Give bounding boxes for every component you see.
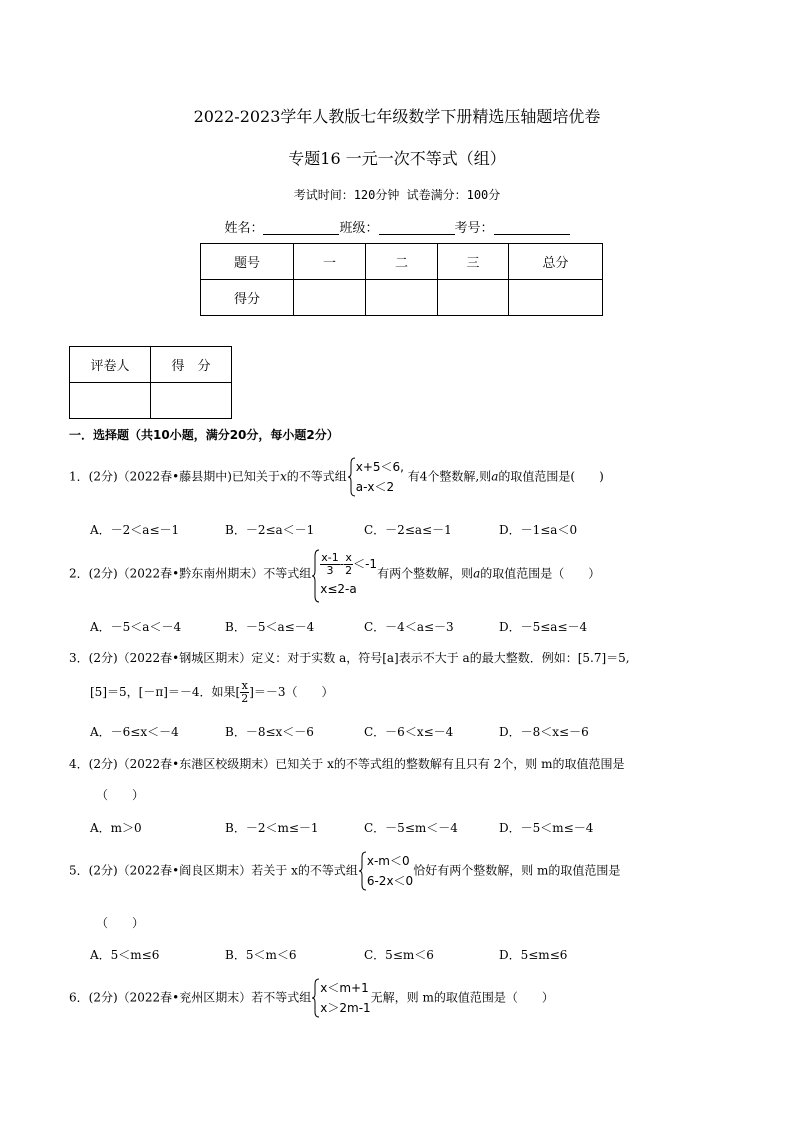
option-b[interactable]: B．－2＜m≤－1 <box>225 821 319 835</box>
option-b[interactable]: B．－5＜a≤－4 <box>225 620 315 634</box>
inequality-tail: ＜-1 <box>353 557 378 571</box>
option-b[interactable]: B．－2≤a＜－1 <box>225 523 315 537</box>
class-label: 班级： <box>339 221 379 236</box>
question-text: 的不等式组 <box>286 469 347 484</box>
score-cell <box>509 280 603 316</box>
numerator: x <box>241 679 248 692</box>
option-b[interactable]: B．－8≤x＜－6 <box>225 725 314 739</box>
grader-cell <box>151 383 232 419</box>
option-a[interactable]: A．m＞0 <box>90 821 142 835</box>
option-c[interactable]: C．5≤m＜6 <box>364 948 434 962</box>
option-c[interactable]: C．－4＜a≤－3 <box>364 620 454 634</box>
class-blank <box>379 220 455 235</box>
question-text: 有两个整数解，则 <box>377 566 474 581</box>
inequality-system <box>311 549 377 599</box>
question-4-line-1: 4．(2分)（2022春•东港区校级期末）已知关于 x的不等式组的整数解有且只有 2个，则 m的取值范围是 <box>69 757 625 771</box>
exam-info: 考试时间：120分钟 试卷满分：100分 <box>293 188 501 202</box>
question-text: 无解，则 m的取值范围是（ ） <box>370 990 554 1005</box>
option-b[interactable]: B．5＜m＜6 <box>225 948 297 962</box>
question-text: 5．(2分)（2022春•阎良区期末）若关于 x的不等式组 <box>69 863 358 878</box>
question-5-line-2: （ ） <box>96 916 145 930</box>
option-d[interactable]: D．－5≤a≤－4 <box>499 620 588 634</box>
inequality-system <box>347 457 404 497</box>
system-line: a-x＜2 <box>355 480 395 494</box>
score-header-cell: 总分 <box>509 244 603 280</box>
score-header-cell: 题号 <box>201 244 294 280</box>
question-text: 的取值范围是（ ） <box>480 566 601 581</box>
question-text: ]＝－3（ ） <box>249 685 334 699</box>
question-3-line-1: 3．(2分)（2022春•钢城区期末）定义：对于实数 a，符号[a]表示不大于 a的最大整数．例如：[5.7]＝5, <box>69 651 630 665</box>
question-text: [5]＝5，[－π]＝－4．如果[ <box>90 685 241 699</box>
variable: a <box>491 469 499 484</box>
name-label: 姓名： <box>224 221 264 236</box>
system-line: x-m＜0 <box>366 854 410 868</box>
score-cell <box>438 280 509 316</box>
score-table-score-row <box>201 280 603 316</box>
number-label: 考号： <box>454 221 494 236</box>
question-3-line-2 <box>90 680 334 705</box>
paper-title: 2022-2023学年人教版七年级数学下册精选压轴题培优卷 <box>193 107 601 126</box>
option-c[interactable]: C．－6＜x≤－4 <box>364 725 454 739</box>
option-d[interactable]: D．－1≤a＜0 <box>499 523 578 537</box>
system-line: x＜m+1 <box>320 981 369 995</box>
inequality-system <box>311 978 370 1018</box>
score-table <box>200 243 603 316</box>
denominator: 2 <box>345 564 353 577</box>
score-header-cell: 三 <box>438 244 509 280</box>
question-1 <box>69 457 604 497</box>
denominator: 3 <box>326 564 334 577</box>
question-5 <box>69 851 620 891</box>
system-line: x≤2-a <box>320 582 357 596</box>
question-text: 6．(2分)（2022春•兖州区期末）若不等式组 <box>69 990 312 1005</box>
denominator: 2 <box>241 692 249 705</box>
option-d[interactable]: D．－5＜m≤－4 <box>499 821 594 835</box>
question-text: 1．(2分)（2022春•藤县期中)已知关于 <box>69 469 280 484</box>
option-a[interactable]: A．－5＜a＜－4 <box>90 620 182 634</box>
grader-header-cell: 得 分 <box>151 347 232 383</box>
question-text: 有4个整数解,则 <box>403 469 492 484</box>
score-cell <box>366 280 438 316</box>
question-4-line-2: （ ） <box>96 788 145 802</box>
variable: x <box>279 469 287 484</box>
question-text: 2．(2分)（2022春•黔东南州期末）不等式组 <box>69 566 312 581</box>
fraction <box>240 680 249 705</box>
question-text: 的取值范围是( ) <box>498 469 604 484</box>
score-row-label: 得分 <box>201 280 294 316</box>
brace-icon <box>311 549 320 603</box>
grader-table <box>69 346 232 419</box>
brace-icon <box>358 851 367 891</box>
grader-header-row <box>70 347 232 383</box>
option-c[interactable]: C．－5≤m＜－4 <box>364 821 458 835</box>
option-d[interactable]: D．－8＜x≤－6 <box>499 725 589 739</box>
numerator: x-1 <box>321 551 339 564</box>
question-6 <box>69 978 554 1018</box>
option-a[interactable]: A．－2＜a≤－1 <box>90 523 180 537</box>
question-text: 恰好有两个整数解，则 m的取值范围是 <box>413 863 621 878</box>
option-a[interactable]: A．5＜m≤6 <box>90 948 160 962</box>
operator: - <box>339 557 345 571</box>
grader-header-cell: 评卷人 <box>70 347 151 383</box>
grader-cell <box>70 383 151 419</box>
numerator: x <box>345 551 352 564</box>
option-c[interactable]: C．－2≤a≤－1 <box>364 523 452 537</box>
option-d[interactable]: D．5≤m≤6 <box>499 948 568 962</box>
system-line: x＞2m-1 <box>320 1001 371 1015</box>
number-blank <box>494 220 570 235</box>
section-title: 一．选择题（共10小题，满分20分，每小题2分） <box>69 428 339 442</box>
system-line: 6-2x＜0 <box>366 874 414 888</box>
grader-blank-row <box>70 383 232 419</box>
variable: a <box>473 566 481 581</box>
fraction <box>344 552 353 577</box>
brace-icon <box>311 978 320 1018</box>
paper-subtitle: 专题16 一元一次不等式（组） <box>288 149 506 168</box>
option-a[interactable]: A．－6≤x＜－4 <box>90 725 179 739</box>
score-header-cell: 一 <box>294 244 366 280</box>
name-blank <box>263 220 339 235</box>
score-table-header-row <box>201 244 603 280</box>
system-line: x+5＜6, <box>355 460 404 474</box>
question-2 <box>69 549 600 599</box>
fraction <box>320 552 339 577</box>
student-info-line <box>0 217 794 236</box>
score-cell <box>294 280 366 316</box>
brace-icon <box>347 457 356 497</box>
system-line <box>320 549 377 579</box>
score-header-cell: 二 <box>366 244 438 280</box>
inequality-system <box>358 851 413 891</box>
